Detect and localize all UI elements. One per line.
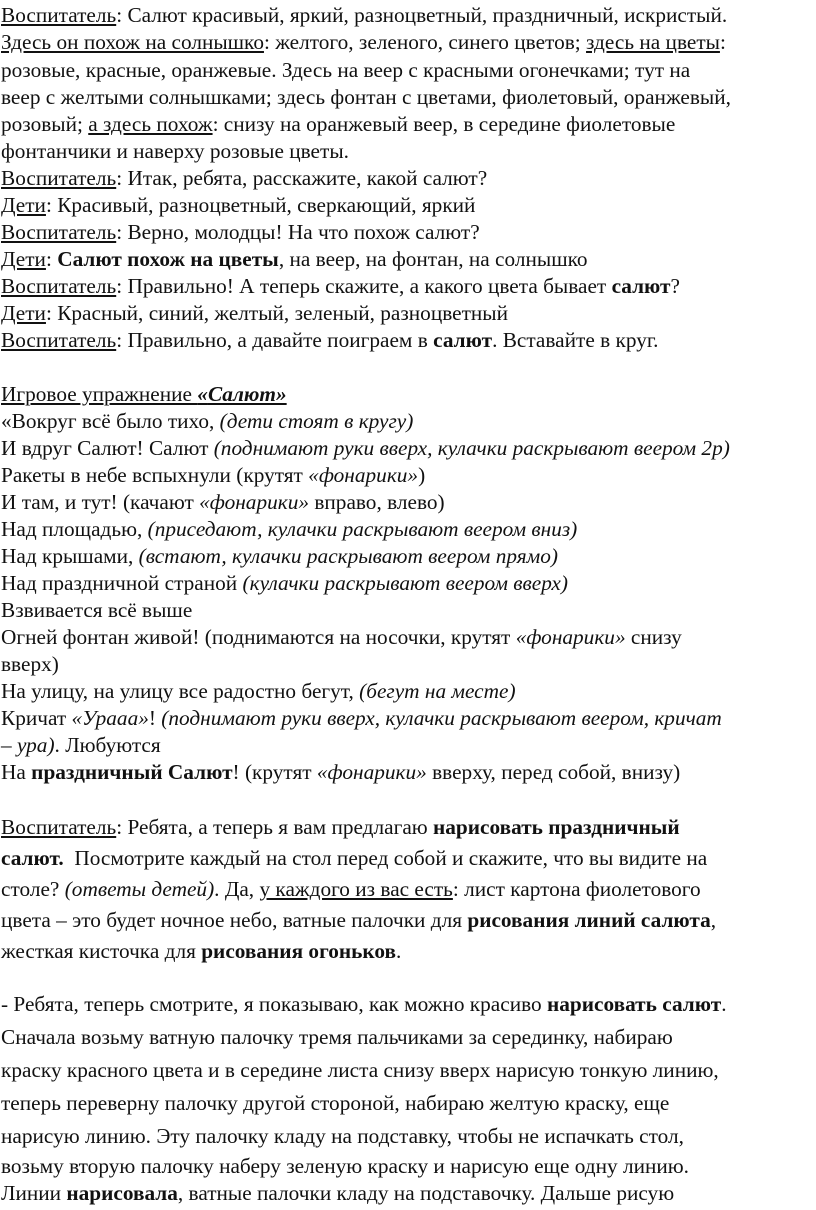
proposal-line-4: цвета – это будет ночное небо, ватные палочки для рисования линий салюта,	[1, 908, 717, 932]
demo-line-7: Линии нарисовала, ватные палочки кладу на подставочку. Дальше рисую	[1, 1181, 675, 1205]
dialogue-line-3: розовые, красные, оранжевые. Здесь на веер с красными огонечками; тут на	[1, 58, 691, 82]
demo-line-1: - Ребята, теперь смотрите, я показываю, как можно красиво нарисовать салют.	[1, 992, 727, 1016]
proposal-line-1: Воспитатель: Ребята, а теперь я вам предлагаю нарисовать праздничный	[1, 815, 680, 839]
game-line-13: – ура). Любуются	[1, 733, 161, 757]
dialogue-line-7: Воспитатель: Итак, ребята, расскажите, какой салют?	[1, 166, 488, 190]
speaker-label: Воспитатель	[1, 328, 117, 352]
speaker-label: Дети	[1, 247, 46, 271]
game-line-1: «Вокруг всё было тихо, (дети стоят в кругу)	[1, 409, 414, 433]
game-line-7: Над праздничной страной (кулачки раскрывают веером вверх)	[1, 571, 568, 595]
proposal-line-5: жесткая кисточка для рисования огоньков.	[1, 939, 402, 963]
speaker-label: Воспитатель	[1, 166, 117, 190]
game-heading: Игровое упражнение «Салют»	[1, 382, 287, 406]
demo-line-5: нарисую линию. Эту палочку кладу на подставку, чтобы не испачкать стол,	[1, 1124, 684, 1148]
speaker-label: Воспитатель	[1, 274, 117, 298]
game-line-5: Над площадью, (приседают, кулачки раскрывают веером вниз)	[1, 517, 578, 541]
speaker-label: Дети	[1, 193, 46, 217]
proposal-line-3: столе? (ответы детей). Да, у каждого из вас есть: лист картона фиолетового	[1, 877, 701, 901]
demo-line-4: теперь переверну палочку другой стороной, набираю желтую краску, еще	[1, 1091, 670, 1115]
dialogue-line-1: Воспитатель: Салют красивый, яркий, разноцветный, праздничный, искристый.	[1, 3, 728, 27]
speaker-label: Воспитатель	[1, 220, 117, 244]
speaker-label: Воспитатель	[1, 3, 117, 27]
game-line-4: И там, и тут! (качают «фонарики» вправо, влево)	[1, 490, 445, 514]
dialogue-line-13: Воспитатель: Правильно, а давайте поиграем в салют. Вставайте в круг.	[1, 328, 659, 352]
game-line-2: И вдруг Салют! Салют (поднимают руки вверх, кулачки раскрывают веером 2р)	[1, 436, 730, 460]
dialogue-line-2: Здесь он похож на солнышко: желтого, зеленого, синего цветов; здесь на цветы:	[1, 30, 726, 54]
dialogue-line-9: Воспитатель: Верно, молодцы! На что похож салют?	[1, 220, 480, 244]
game-line-11: На улицу, на улицу все радостно бегут, (бегут на месте)	[1, 679, 516, 703]
game-line-9: Огней фонтан живой! (поднимаются на носочки, крутят «фонарики» снизу	[1, 625, 682, 649]
dialogue-line-8: Дети: Красивый, разноцветный, сверкающий, яркий	[1, 193, 476, 217]
dialogue-line-6: фонтанчики и наверху розовые цветы.	[1, 139, 349, 163]
game-line-6: Над крышами, (встают, кулачки раскрывают веером прямо)	[1, 544, 558, 568]
speaker-label: Воспитатель	[1, 815, 117, 839]
game-line-12: Кричат «Урааа»! (поднимают руки вверх, кулачки раскрывают веером, кричат	[1, 706, 722, 730]
game-line-3: Ракеты в небе вспыхнули (крутят «фонарики»)	[1, 463, 426, 487]
dialogue-line-11: Воспитатель: Правильно! А теперь скажите, а какого цвета бывает салют?	[1, 274, 680, 298]
demo-line-6: возьму вторую палочку наберу зеленую краску и нарисую еще одну линию.	[1, 1154, 690, 1178]
dialogue-line-5: розовый; а здесь похож: снизу на оранжевый веер, в середине фиолетовые	[1, 112, 676, 136]
demo-line-2: Сначала возьму ватную палочку тремя пальчиками за серединку, набираю	[1, 1025, 673, 1049]
dialogue-line-4: веер с желтыми солнышками; здесь фонтан с цветами, фиолетовый, оранжевый,	[1, 85, 731, 109]
speaker-label: Дети	[1, 301, 46, 325]
game-line-8: Взвивается всё выше	[1, 598, 193, 622]
dialogue-line-12: Дети: Красный, синий, желтый, зеленый, разноцветный	[1, 301, 509, 325]
demo-line-3: краску красного цвета и в середине листа снизу вверх нарисую тонкую линию,	[1, 1058, 719, 1082]
game-line-14: На праздничный Салют! (крутят «фонарики» вверху, перед собой, внизу)	[1, 760, 681, 784]
game-line-10: вверх)	[1, 652, 59, 676]
dialogue-line-10: Дети: Салют похож на цветы, на веер, на фонтан, на солнышко	[1, 247, 588, 271]
proposal-line-2: салют. Посмотрите каждый на стол перед собой и скажите, что вы видите на	[1, 846, 708, 870]
